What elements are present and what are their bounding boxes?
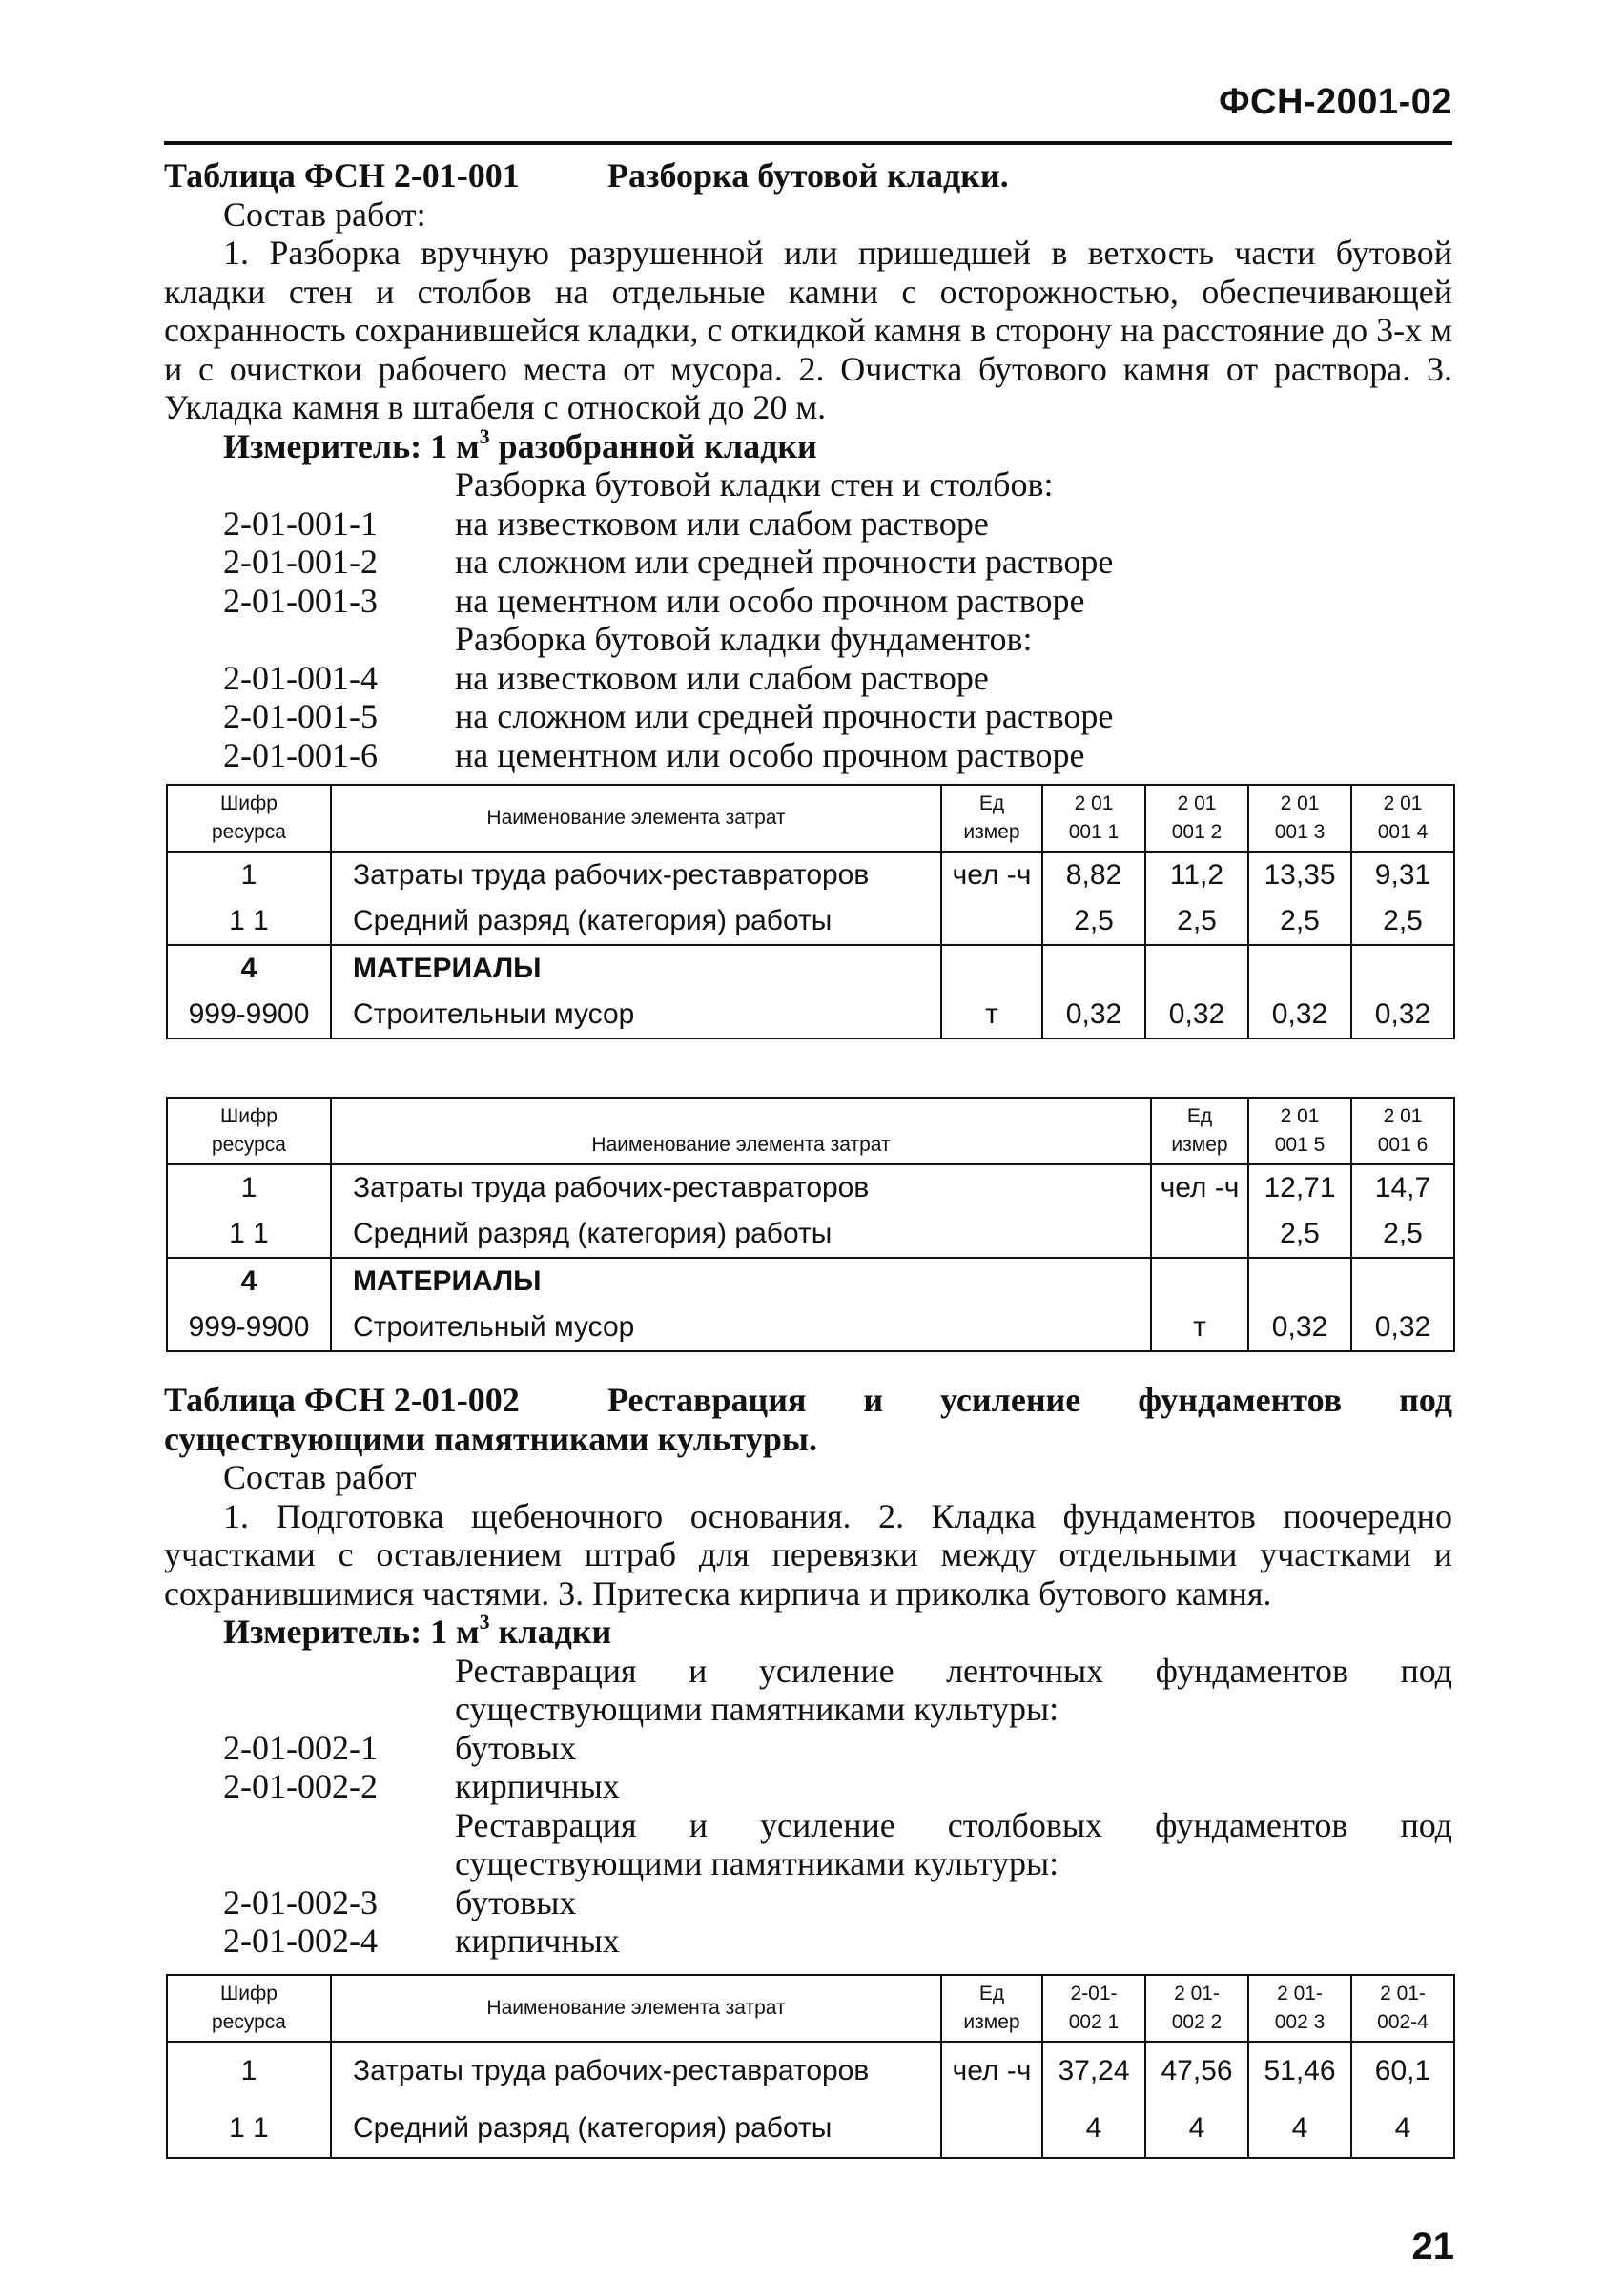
cell-value <box>1042 945 1145 992</box>
item-code: 2-01-001-2 <box>223 543 378 581</box>
group-heading <box>164 465 1452 504</box>
item-text: на сложном или средней прочности растворе <box>455 543 1114 581</box>
header-col: 2 01 001 3 <box>1248 785 1351 852</box>
header-col: 2-01- 002 1 <box>1042 1975 1145 2042</box>
header-unit: Ед измер <box>1151 1098 1248 1164</box>
cell-value: 4 <box>1042 2100 1145 2158</box>
cell-name: Затраты труда рабочих-реставраторов <box>331 852 941 898</box>
table-header-row <box>167 1098 1454 1164</box>
list-item <box>164 582 1452 621</box>
cell-value <box>1248 1258 1351 1305</box>
cell-value: 37,24 <box>1042 2042 1145 2100</box>
cell-name: МАТЕРИАЛЫ <box>331 945 941 992</box>
composition-text: 1. Подготовка щебеночного основания. 2. Кладка фундаментов поочередно участками с оставлением штраб для перевязки между отдельными участками и сохранившимися частями. 3. Притеска кирпича и приколка бутового камня. <box>164 1496 1452 1613</box>
cell-value: 0,32 <box>1351 992 1454 1038</box>
cell-code: 1 <box>167 2042 331 2100</box>
cell-unit: чел -ч <box>941 2042 1042 2100</box>
table-code: Таблица ФСН 2-01-001 <box>164 156 520 195</box>
cell-value: 8,82 <box>1042 852 1145 898</box>
header-name: Наименование элемента затрат <box>331 785 941 852</box>
cell-code: 4 <box>167 1258 331 1305</box>
table-title: Реставрация и усиление фундаментов под существующими памятниками культуры. <box>164 1381 1452 1458</box>
item-text: кирпичных <box>455 1921 620 1960</box>
table-row <box>167 898 1454 945</box>
cell-value <box>1351 945 1454 992</box>
cell-code: 1 <box>167 852 331 898</box>
table-code: Таблица ФСН 2-01-002 <box>164 1381 520 1419</box>
composition-text: 1. Разборка вручную разрушенной или пришедшей в ветхость части бутовой кладки стен и столбов на отдельные камни с осторожностью, обеспечивающей сохранность сохранившейся кладки, с откидкой камня в сторону на расстояние до 3-х м и с очисткои рабочего места от мусора. 2. Очистка бутового камня от раствора. 3. Укладка камня в штабеля с отноской до 20 м. <box>164 234 1452 426</box>
list-item <box>164 736 1452 775</box>
cell-unit <box>1151 1211 1248 1258</box>
measure-prefix: Измеритель: 1 м <box>223 1613 480 1651</box>
section-title <box>164 156 1452 195</box>
group-heading <box>164 1652 1452 1729</box>
cell-unit: т <box>941 992 1042 1038</box>
cell-code: 999-9900 <box>167 992 331 1038</box>
header-col: 2 01 001 6 <box>1351 1098 1454 1164</box>
table-row <box>167 2042 1454 2100</box>
cell-code: 1 1 <box>167 2100 331 2158</box>
page-number: 21 <box>1411 2226 1454 2268</box>
measure-suffix: кладки <box>489 1613 612 1651</box>
section-title <box>164 1381 1452 1458</box>
group-heading <box>164 1806 1452 1883</box>
header-unit: Ед измер <box>941 1975 1042 2042</box>
section-2-01-002 <box>164 1381 1452 1961</box>
cell-value: 60,1 <box>1351 2042 1454 2100</box>
list-item <box>164 1883 1452 1922</box>
cell-name: Строительный мусор <box>331 1305 1151 1351</box>
item-code: 2-01-001-1 <box>223 503 378 543</box>
item-code: 2-01-001-6 <box>223 735 378 774</box>
cell-value: 13,35 <box>1248 852 1351 898</box>
cell-unit: чел -ч <box>941 852 1042 898</box>
cell-value: 0,32 <box>1248 1305 1351 1351</box>
group-heading <box>164 620 1452 659</box>
list-item <box>164 659 1452 698</box>
table-row <box>167 1258 1454 1305</box>
cell-name: Средний разряд (категория) работы <box>331 2100 941 2158</box>
header-col: 2 01- 002 2 <box>1145 1975 1248 2042</box>
header-col: 2 01 001 4 <box>1351 785 1454 852</box>
measure-prefix: Измеритель: 1 м <box>223 426 480 465</box>
item-code: 2-01-001-4 <box>223 658 378 697</box>
header-col: 2 01- 002-4 <box>1351 1975 1454 2042</box>
cell-unit: т <box>1151 1305 1248 1351</box>
cell-value: 0,32 <box>1145 992 1248 1038</box>
cell-value: 2,5 <box>1351 898 1454 945</box>
measure-unit <box>164 423 1452 466</box>
cell-code: 1 <box>167 1164 331 1211</box>
resource-table-3 <box>166 1974 1455 2159</box>
item-code: 2-01-002-4 <box>223 1921 378 1960</box>
table-row <box>167 1305 1454 1351</box>
header-rule <box>164 141 1452 145</box>
cell-value: 47,56 <box>1145 2042 1248 2100</box>
measure-sup: 3 <box>479 423 490 448</box>
table-header-row <box>167 785 1454 852</box>
header-code: Шифр ресурса <box>167 785 331 852</box>
cell-value: 4 <box>1145 2100 1248 2158</box>
cell-value <box>1145 945 1248 992</box>
cell-value: 14,7 <box>1351 1164 1454 1211</box>
cell-unit <box>1151 1258 1248 1305</box>
table-row <box>167 992 1454 1038</box>
header-col: 2 01 001 2 <box>1145 785 1248 852</box>
item-text: на цементном или особо прочном растворе <box>455 581 1085 620</box>
item-code: 2-01-002-2 <box>223 1767 378 1805</box>
item-text: бутовых <box>455 1728 577 1767</box>
cell-value: 2,5 <box>1042 898 1145 945</box>
item-text: на сложном или средней прочности растворе <box>455 697 1114 735</box>
table-header-row <box>167 1975 1454 2042</box>
cell-name: Средний разряд (категория) работы <box>331 1211 1151 1258</box>
list-item <box>164 1921 1452 1961</box>
cell-name: Средний разряд (категория) работы <box>331 898 941 945</box>
cell-code: 1 1 <box>167 898 331 945</box>
cell-value: 2,5 <box>1351 1211 1454 1258</box>
item-text: кирпичных <box>455 1767 620 1805</box>
cell-value: 0,32 <box>1351 1305 1454 1351</box>
header-code: Шифр ресурса <box>167 1975 331 2042</box>
cell-unit: чел -ч <box>1151 1164 1248 1211</box>
item-text: на известковом или слабом растворе <box>455 503 989 543</box>
cell-value: 51,46 <box>1248 2042 1351 2100</box>
item-list <box>164 465 1452 774</box>
group-heading-text: Разборка бутовой кладки стен и столбов: <box>455 465 1054 503</box>
table-title: Разборка бутовой кладки. <box>607 156 1009 195</box>
item-list <box>164 1652 1452 1961</box>
document-code: ФСН-2001-02 <box>1219 82 1452 122</box>
header-name: Наименование элемента затрат <box>331 1975 941 2042</box>
table-row <box>167 1211 1454 1258</box>
cell-value <box>1351 1258 1454 1305</box>
header-unit: Ед измер <box>941 785 1042 852</box>
cell-value: 4 <box>1248 2100 1351 2158</box>
header-name: Наименование элемента затрат <box>331 1098 1151 1164</box>
cell-unit <box>941 898 1042 945</box>
header-col: 2 01 001 5 <box>1248 1098 1351 1164</box>
measure-sup: 3 <box>479 1610 490 1634</box>
resource-table-2 <box>166 1097 1455 1352</box>
cell-name: Строительныи мусор <box>331 992 941 1038</box>
item-text: на известковом или слабом растворе <box>455 658 989 697</box>
table-row <box>167 852 1454 898</box>
cell-value: 2,5 <box>1248 1211 1351 1258</box>
cell-name: Затраты труда рабочих-реставраторов <box>331 2042 941 2100</box>
cell-value: 4 <box>1351 2100 1454 2158</box>
cell-name: МАТЕРИАЛЫ <box>331 1258 1151 1305</box>
group-heading-text: Разборка бутовой кладки фундаментов: <box>455 620 1033 658</box>
table-row <box>167 945 1454 992</box>
cell-code: 4 <box>167 945 331 992</box>
cell-code: 999-9900 <box>167 1305 331 1351</box>
group-heading-text: Реставрация и усиление столбовых фундаментов под существующими памятниками культуры: <box>455 1805 1452 1882</box>
cell-value: 11,2 <box>1145 852 1248 898</box>
cell-value: 12,71 <box>1248 1164 1351 1211</box>
cell-value: 0,32 <box>1042 992 1145 1038</box>
cell-value: 2,5 <box>1248 898 1351 945</box>
table-row <box>167 1164 1454 1211</box>
cell-unit <box>941 945 1042 992</box>
resource-table-1 <box>166 784 1455 1039</box>
list-item <box>164 1729 1452 1768</box>
list-item <box>164 697 1452 736</box>
composition-label: Состав работ: <box>223 195 426 234</box>
item-code: 2-01-001-5 <box>223 697 378 735</box>
header-col: 2 01- 002 3 <box>1248 1975 1351 2042</box>
item-code: 2-01-002-3 <box>223 1882 378 1921</box>
item-code: 2-01-001-3 <box>223 581 378 620</box>
list-item <box>164 504 1452 544</box>
cell-code: 1 1 <box>167 1211 331 1258</box>
measure-unit <box>164 1610 1452 1652</box>
item-text: на цементном или особо прочном растворе <box>455 735 1085 774</box>
cell-value <box>1248 945 1351 992</box>
item-code: 2-01-002-1 <box>223 1728 378 1767</box>
section-2-01-001 <box>164 156 1452 774</box>
group-heading-text: Реставрация и усиление ленточных фундаментов под существующими памятниками культуры: <box>455 1651 1452 1728</box>
cell-value: 9,31 <box>1351 852 1454 898</box>
header-col: 2 01 001 1 <box>1042 785 1145 852</box>
cell-value: 2,5 <box>1145 898 1248 945</box>
cell-unit <box>941 2100 1042 2158</box>
header-code: Шифр ресурса <box>167 1098 331 1164</box>
cell-value: 0,32 <box>1248 992 1351 1038</box>
table-row <box>167 2100 1454 2158</box>
item-text: бутовых <box>455 1882 577 1921</box>
measure-suffix: разобранной кладки <box>489 426 817 465</box>
cell-name: Затраты труда рабочих-реставраторов <box>331 1164 1151 1211</box>
list-item <box>164 543 1452 582</box>
composition-label: Состав работ <box>223 1458 417 1496</box>
list-item <box>164 1767 1452 1806</box>
